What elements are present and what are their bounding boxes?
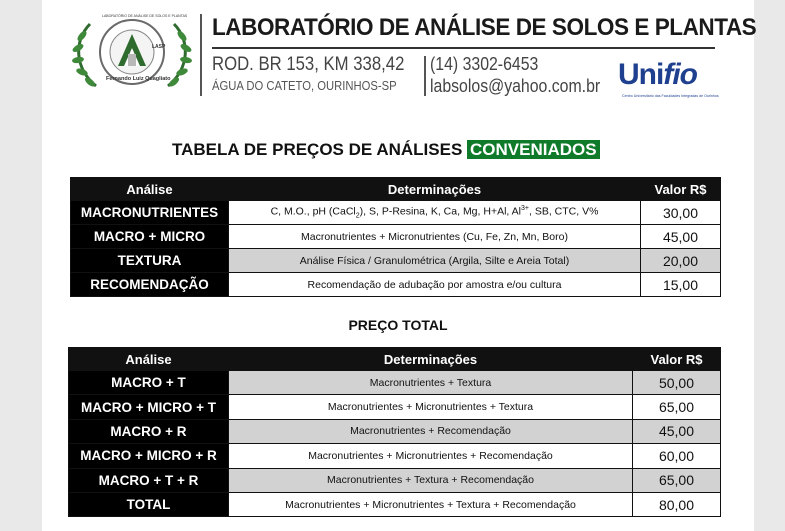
row-value: 45,00 xyxy=(633,419,721,443)
contact-divider xyxy=(424,56,426,96)
row-name: MACRONUTRIENTES xyxy=(71,201,229,225)
lab-title: LABORATÓRIO DE ANÁLISE DE SOLOS E PLANTAS xyxy=(212,14,757,41)
unifio-uni: Uni xyxy=(618,58,664,91)
table-row xyxy=(69,371,721,395)
price-table-total xyxy=(68,347,721,517)
row-name: MACRO + R xyxy=(69,419,229,443)
table2-title: PREÇO TOTAL xyxy=(348,317,448,333)
row-determinations: Macronutrientes + Recomendação xyxy=(229,419,633,443)
det-part: , SB, CTC, V% xyxy=(529,205,599,218)
address-line1: ROD. BR 153, KM 338,42 xyxy=(212,54,405,75)
logo-lower-text: Fernando Luiz Quagliato xyxy=(106,76,171,82)
table-row xyxy=(69,468,721,492)
row-determinations: Macronutrientes + Textura + Recomendação xyxy=(229,468,633,492)
table-row xyxy=(69,492,721,516)
row-name: MACRO + MICRO xyxy=(71,225,229,249)
row-name: MACRO + MICRO + R xyxy=(69,444,229,468)
row-value: 65,00 xyxy=(633,395,721,419)
header-determinacoes: Determinações xyxy=(229,178,641,201)
lab-logo xyxy=(68,10,196,94)
table-row xyxy=(69,419,721,443)
table1-title xyxy=(172,140,600,160)
row-value: 50,00 xyxy=(633,371,721,395)
header-valor: Valor R$ xyxy=(641,178,721,201)
row-determinations: Macronutrientes + Micronutrientes + Recomendação xyxy=(229,444,633,468)
header-valor: Valor R$ xyxy=(633,348,721,371)
table-row xyxy=(71,201,721,225)
row-determinations: Macronutrientes + Micronutrientes + Textura xyxy=(229,395,633,419)
phone: (14) 3302-6453 xyxy=(430,54,539,74)
det-part: ), S, P-Resina, K, Ca, Mg, H+Al, Al xyxy=(359,205,522,218)
table-row xyxy=(69,395,721,419)
unifio-subtitle: Centro Universitário das Faculdades Integradas de Ourinhos xyxy=(622,94,719,98)
det-part: C, M.O., pH (CaCl xyxy=(270,205,356,218)
table-row xyxy=(71,249,721,273)
row-name: TEXTURA xyxy=(71,249,229,273)
table-row xyxy=(71,273,721,297)
logo-ring-text: LABORATÓRIO DE ANÁLISE DE SOLOS E PLANTAS xyxy=(102,14,188,18)
email: labsolos@yahoo.com.br xyxy=(430,76,601,96)
title-underline xyxy=(212,47,715,49)
row-determinations: Macronutrientes + Textura xyxy=(229,371,633,395)
row-determinations: Recomendação de adubação por amostra e/ou cultura xyxy=(229,273,641,297)
det-sub: 2 xyxy=(355,212,360,220)
unifio-logo xyxy=(618,58,697,92)
header-analise: Análise xyxy=(71,178,229,201)
row-value: 15,00 xyxy=(641,273,721,297)
row-name: MACRO + T + R xyxy=(69,468,229,492)
row-determinations xyxy=(229,201,641,225)
row-determinations: Análise Física / Granulométrica (Argila, Silte e Areia Total) xyxy=(229,249,641,273)
table-row xyxy=(69,444,721,468)
price-sheet xyxy=(42,0,757,531)
row-determinations: Macronutrientes + Micronutrientes (Cu, Fe, Zn, Mn, Boro) xyxy=(229,225,641,249)
header-divider xyxy=(200,14,202,96)
row-value: 65,00 xyxy=(633,468,721,492)
table1-title-highlight: CONVENIADOS xyxy=(467,140,600,159)
table1-title-prefix: TABELA DE PREÇOS DE ANÁLISES xyxy=(172,140,468,159)
table-row xyxy=(71,225,721,249)
row-value: 45,00 xyxy=(641,225,721,249)
row-determinations: Macronutrientes + Micronutrientes + Textura + Recomendação xyxy=(229,492,633,516)
header-determinacoes: Determinações xyxy=(229,348,633,371)
row-value: 80,00 xyxy=(633,492,721,516)
det-sup: 3+ xyxy=(521,205,529,213)
row-name: RECOMENDAÇÃO xyxy=(71,273,229,297)
header-analise: Análise xyxy=(69,348,229,371)
price-table-conveniados xyxy=(70,177,721,297)
row-value: 60,00 xyxy=(633,444,721,468)
row-value: 30,00 xyxy=(641,201,721,225)
row-name: TOTAL xyxy=(69,492,229,516)
unifio-fio: fio xyxy=(663,58,697,91)
row-name: MACRO + MICRO + T xyxy=(69,395,229,419)
logo-side-text: LASP xyxy=(152,44,166,50)
row-value: 20,00 xyxy=(641,249,721,273)
row-name: MACRO + T xyxy=(69,371,229,395)
address-line2: ÁGUA DO CATETO, OURINHOS-SP xyxy=(212,79,397,93)
